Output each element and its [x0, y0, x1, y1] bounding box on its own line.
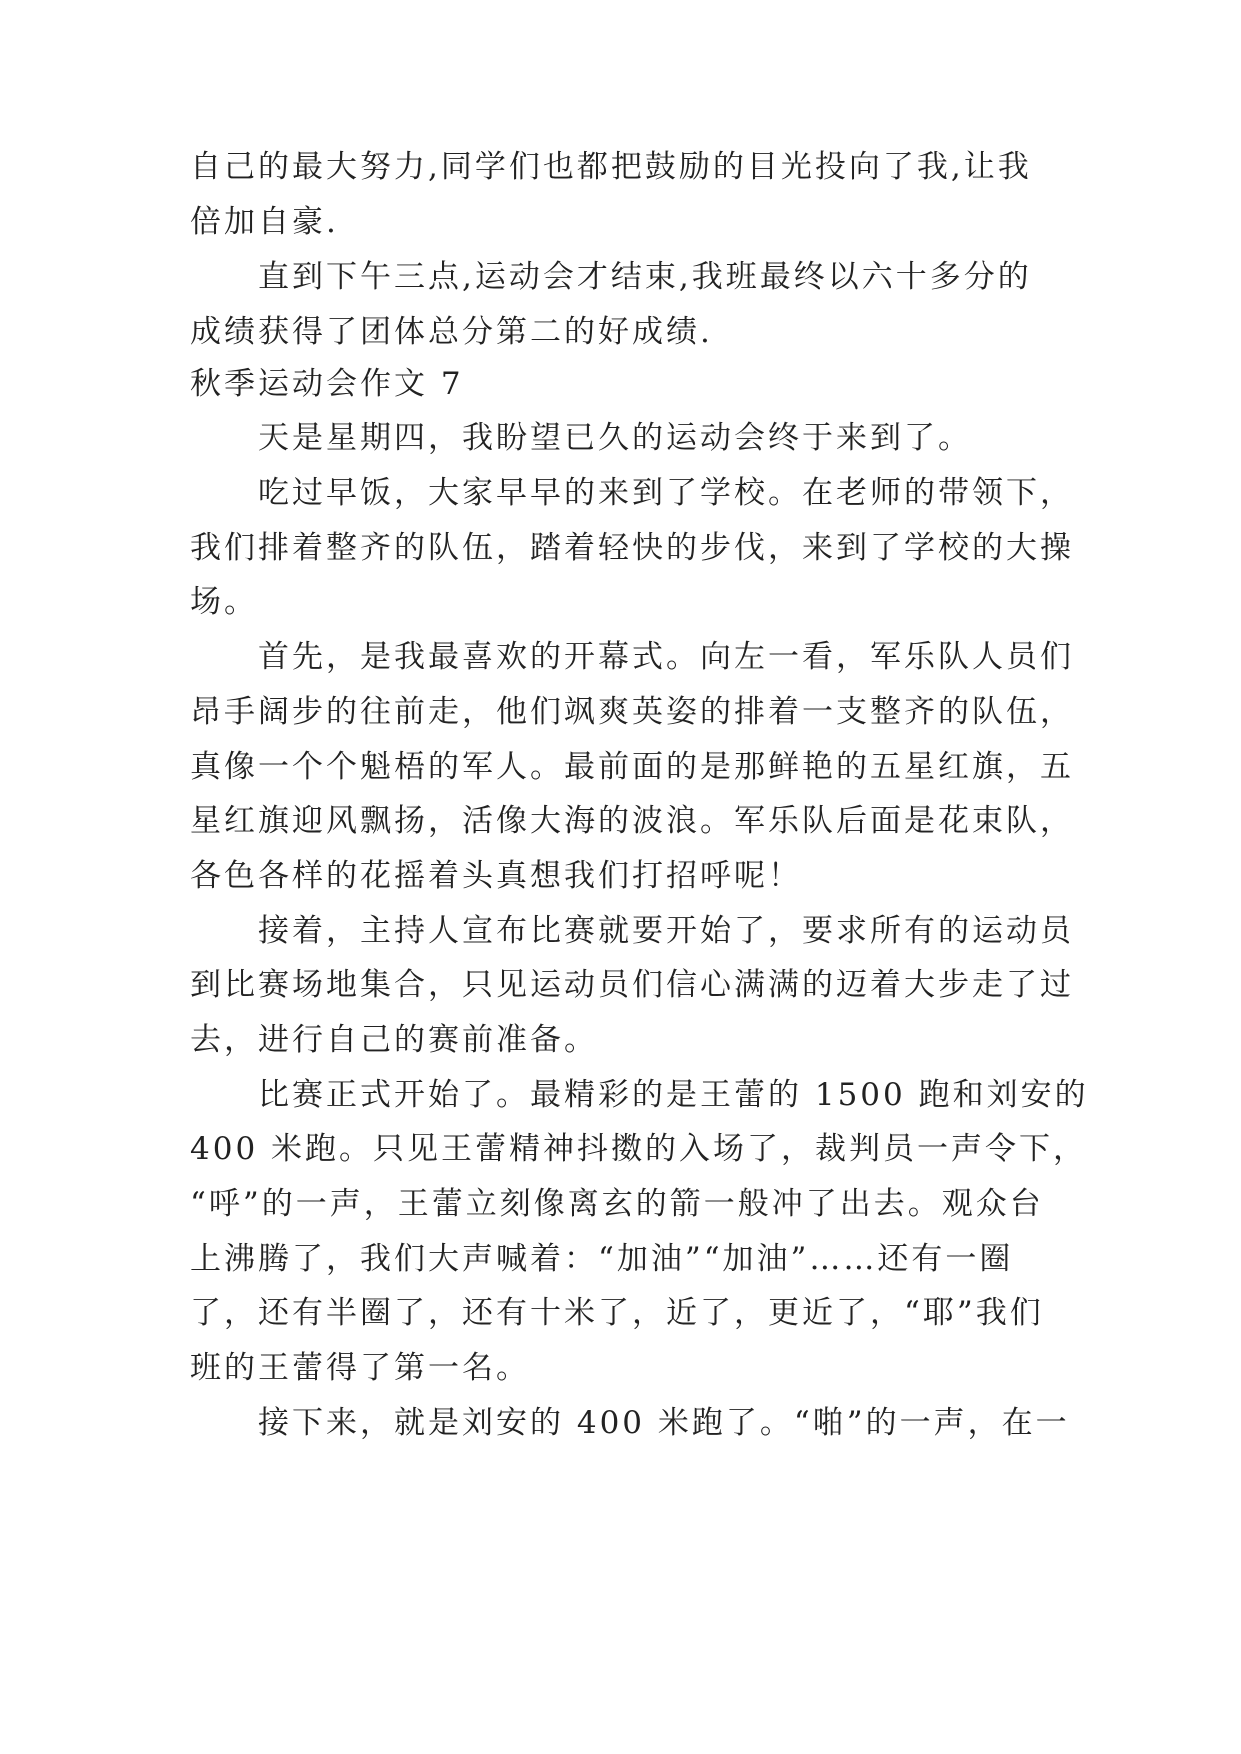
text-line-18: 比赛正式开始了。最精彩的是王蕾的 1500 跑和刘安的: [258, 1077, 1089, 1113]
text-line-20: “呼”的一声，王蕾立刻像离玄的箭一般冲了出去。观众台: [190, 1186, 1044, 1222]
text-line-19: 400 米跑。只见王蕾精神抖擞的入场了，裁判员一声令下，: [190, 1131, 1088, 1167]
text-line-4: 成绩获得了团体总分第二的好成绩.: [190, 314, 713, 350]
text-line-2: 倍加自豪.: [190, 204, 339, 240]
text-line-11: 昂手阔步的往前走，他们飒爽英姿的排着一支整齐的队伍，: [190, 694, 1074, 730]
text-line-21: 上沸腾了，我们大声喊着：“加油”“加油”……还有一圈: [190, 1241, 1014, 1277]
text-line-16: 到比赛场地集合，只见运动员们信心满满的迈着大步走了过: [190, 967, 1074, 1003]
text-line-12: 真像一个个魁梧的军人。最前面的是那鲜艳的五星红旗，五: [190, 749, 1074, 785]
section-heading: 秋季运动会作文 7: [190, 366, 464, 402]
text-line-14: 各色各样的花摇着头真想我们打招呼呢！: [190, 858, 802, 894]
text-line-22: 了，还有半圈了，还有十米了，近了，更近了，“耶”我们: [190, 1295, 1044, 1331]
text-line-8: 我们排着整齐的队伍，踏着轻快的步伐，来到了学校的大操: [190, 530, 1074, 566]
text-line-9: 场。: [190, 584, 258, 620]
text-line-6: 天是星期四，我盼望已久的运动会终于来到了。: [258, 420, 972, 456]
text-line-3: 直到下午三点,运动会才结束,我班最终以六十多分的: [258, 259, 1032, 295]
text-line-23: 班的王蕾得了第一名。: [190, 1350, 530, 1386]
text-line-24: 接下来，就是刘安的 400 米跑了。“啪”的一声，在一: [258, 1405, 1070, 1441]
text-line-13: 星红旗迎风飘扬，活像大海的波浪。军乐队后面是花束队，: [190, 803, 1074, 839]
text-line-1: 自己的最大努力,同学们也都把鼓励的目光投向了我,让我: [190, 149, 1032, 185]
text-line-17: 去，进行自己的赛前准备。: [190, 1022, 598, 1058]
text-line-15: 接着，主持人宣布比赛就要开始了，要求所有的运动员: [258, 913, 1074, 949]
text-line-10: 首先，是我最喜欢的开幕式。向左一看，军乐队人员们: [258, 639, 1074, 675]
text-line-7: 吃过早饭，大家早早的来到了学校。在老师的带领下，: [258, 475, 1074, 511]
